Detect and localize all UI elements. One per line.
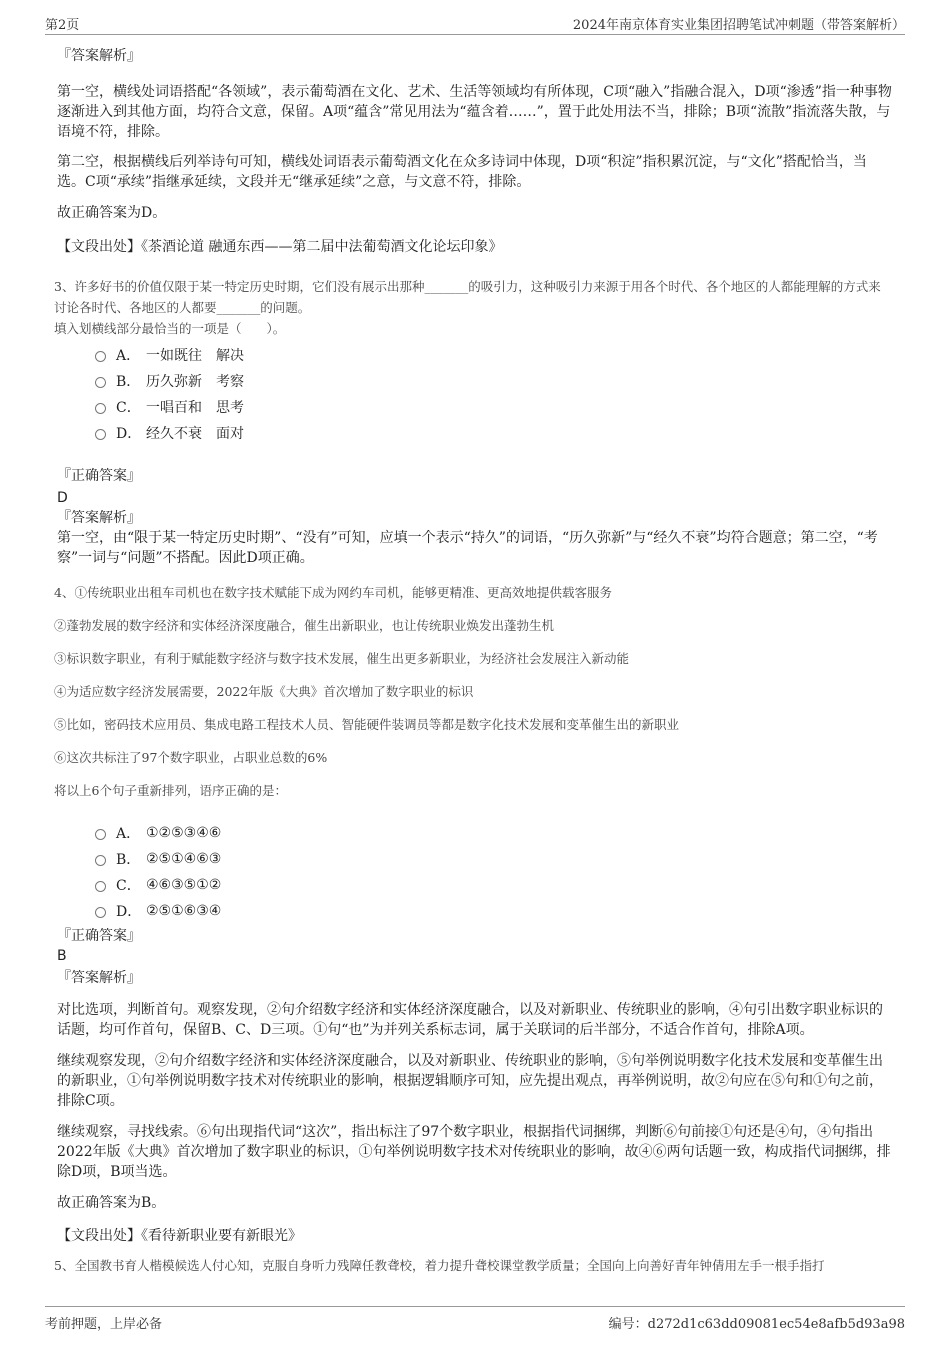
q2-analysis-label: 『答案解析』: [57, 48, 141, 64]
q4-analysis-para2: 继续观察发现，②句介绍数字经济和实体经济深度融合，以及对新职业、传统职业的影响，⑤句举例说明数字化技术发展和变革催生出的新职业，①句举例说明数字技术对传统职业的影响，根据逻辑顺序可知，应先提出观点，再举例说明，故②句应在⑤句和①句之前，排除C项。: [57, 1053, 883, 1109]
q4-options: [57, 820, 892, 924]
page-header: [45, 12, 905, 35]
radio-icon[interactable]: [95, 403, 106, 414]
q5-stem: 5、全国教书育人楷模候选人付心知，克服自身听力残障任教聋校，着力提升聋校课堂教学质量；全国向上向善好青年钟倩用左手一根手指打: [54, 1258, 825, 1273]
page-number: 第2页: [45, 18, 80, 33]
q4-option-a[interactable]: A． ①②⑤③④⑥: [95, 820, 892, 846]
q3-option-c[interactable]: C． 一唱百和 思考: [95, 394, 892, 420]
q4-analysis-label: 『答案解析』: [57, 970, 141, 986]
q4-sentence-6: ⑥这次共标注了97个数字职业，占职业总数的6%: [54, 750, 328, 765]
radio-icon[interactable]: [95, 881, 106, 892]
radio-icon[interactable]: [95, 351, 106, 362]
page-content: [54, 42, 892, 1276]
q4-option-d[interactable]: D． ②⑤①⑥③④: [95, 898, 892, 924]
radio-icon[interactable]: [95, 829, 106, 840]
q2-conclusion: 故正确答案为D。: [57, 205, 167, 221]
footer-slogan: 考前押题，上岸必备: [45, 1317, 163, 1332]
q4-correct-answer: B: [57, 948, 67, 964]
document-code: 编号：d272d1c63dd09081ec54e8afb5d93a98: [608, 1317, 905, 1332]
q3-instruction: 填入划横线部分最恰当的一项是（ ）。: [54, 321, 286, 336]
q4-analysis-para3: 继续观察，寻找线索。⑥句出现指代词“这次”，指出标注了97个数字职业，根据指代词捆绑，判断⑥句前接①句还是④句，④句指出2022年版《大典》首次增加了数字职业的标识，①句举例说明数字技术对传统职业的影响，故④⑥两句话题一致，构成指代词捆绑，排除D项，B项当选。: [57, 1124, 891, 1180]
page-footer: [45, 1306, 905, 1332]
q4-option-c[interactable]: C． ④⑥③⑤①②: [95, 872, 892, 898]
q2-analysis-para2: 第二空，根据横线后列举诗句可知，横线处词语表示葡萄酒文化在众多诗词中体现，D项“积淀”指积累沉淀，与“文化”搭配恰当，当选。C项“承续”指继承延续，文段并无“继承延续”之意，与文意不符，排除。: [57, 154, 867, 190]
q2-source: 【文段出处】《茶酒论道 融通东西——第二届中法葡萄酒文化论坛印象》: [57, 239, 503, 255]
radio-icon[interactable]: [95, 855, 106, 866]
q4-sentence-3: ③标识数字职业，有利于赋能数字经济与数字技术发展，催生出更多新职业，为经济社会发展注入新动能: [54, 651, 630, 666]
q4-analysis-para1: 对比选项，判断首句。观察发现，②句介绍数字经济和实体经济深度融合，以及对新职业、传统职业的影响，④句引出数字职业标识的话题，均可作首句，保留B、C、D三项。①句“也”为并列关系标志词，属于关联词的后半部分，不适合作首句，排除A项。: [57, 1002, 883, 1038]
q4-sentence-2: ②蓬勃发展的数字经济和实体经济深度融合，催生出新职业，也让传统职业焕发出蓬勃生机: [54, 618, 555, 633]
q3-options: [57, 342, 892, 446]
q3-analysis-label: 『答案解析』: [57, 510, 141, 526]
radio-icon[interactable]: [95, 429, 106, 440]
q3-option-b[interactable]: B． 历久弥新 考察: [95, 368, 892, 394]
radio-icon[interactable]: [95, 377, 106, 388]
q4-sentence-4: ④为适应数字经济发展需要，2022年版《大典》首次增加了数字职业的标识: [54, 684, 474, 699]
document-title: 2024年南京体育实业集团招聘笔试冲刺题（带答案解析）: [572, 18, 905, 33]
q4-prompt: 将以上6个句子重新排列，语序正确的是：: [54, 783, 287, 798]
q3-option-a[interactable]: A． 一如既往 解决: [95, 342, 892, 368]
q4-sentence-1: 4、①传统职业出租车司机也在数字技术赋能下成为网约车司机，能够更精准、更高效地提供载客服务: [54, 585, 612, 600]
q2-analysis-para1: 第一空，横线处词语搭配“各领域”，表示葡萄酒在文化、艺术、生活等领域均有所体现，C项“融入”指融合混入，D项“渗透”指一种事物逐渐进入到其他方面，均符合文意，保留。A项“蕴含”常见用法为“蕴含着……”，置于此处用法不当，排除；B项“流散”指流落失散，与语境不符，排除。: [57, 84, 892, 140]
q4-conclusion: 故正确答案为B。: [57, 1195, 166, 1211]
q4-correct-label: 『正确答案』: [57, 928, 141, 944]
q3-analysis: 第一空，由“限于某一特定历史时期”、“没有”可知，应填一个表示“持久”的词语，“历久弥新”与“经久不衰”均符合题意；第二空，“考察”一词与“问题”不搭配。因此D项正确。: [57, 530, 878, 566]
q4-sentence-5: ⑤比如，密码技术应用员、集成电路工程技术人员、智能硬件装调员等都是数字化技术发展和变革催生出的新职业: [54, 717, 680, 732]
q3-stem: 3、许多好书的价值仅限于某一特定历史时期，它们没有展示出那种_______的吸引力，这种吸引力来源于用各个时代、各个地区的人都能理解的方式来讨论各时代、各地区的人都要_______的问题。: [54, 279, 881, 315]
q4-option-b[interactable]: B． ②⑤①④⑥③: [95, 846, 892, 872]
q3-correct-answer: D: [57, 490, 68, 506]
q3-correct-label: 『正确答案』: [57, 468, 141, 484]
q4-source: 【文段出处】《看待新职业要有新眼光》: [57, 1228, 302, 1244]
q3-option-d[interactable]: D． 经久不衰 面对: [95, 420, 892, 446]
radio-icon[interactable]: [95, 907, 106, 918]
